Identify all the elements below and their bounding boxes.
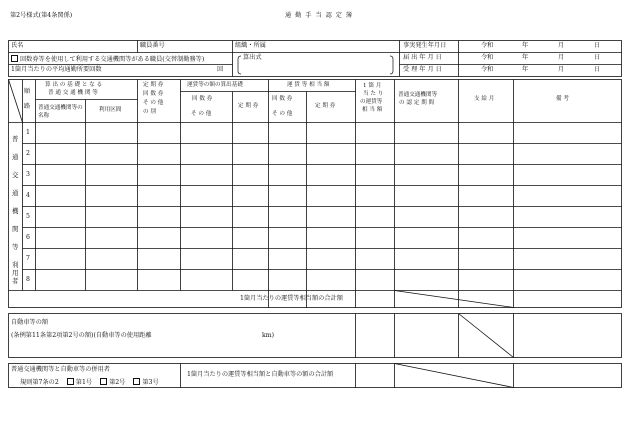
- group-basis: 算 出 の 基 礎 と な る: [45, 82, 103, 88]
- side-char: 交: [12, 171, 19, 179]
- side-char: 等: [12, 243, 19, 251]
- group-fare-basis: 運賃等の額の算出基礎: [187, 82, 243, 88]
- col-pass-type-4: の 別: [143, 109, 156, 115]
- col-other-basis: そ の 他: [191, 111, 212, 117]
- organization-label: 組織・所属: [235, 42, 266, 49]
- option-label: 第3号: [142, 379, 159, 386]
- day-unit: 日: [594, 66, 601, 73]
- era: 令和: [481, 66, 494, 73]
- col-pass-type-1: 定 期 券: [143, 82, 164, 88]
- year-unit: 年: [522, 66, 529, 73]
- year-unit: 年: [522, 42, 529, 49]
- col-coupon-basis: 回 数 券: [192, 96, 213, 102]
- coupon-user-checkbox-row[interactable]: [11, 55, 204, 63]
- date-label: 受 理 年 月 日: [403, 66, 442, 73]
- row-number: 4: [26, 192, 30, 199]
- group-basis-2: 普 通 交 通 機 関 等: [48, 90, 98, 96]
- checkbox[interactable]: [100, 378, 107, 385]
- distance-unit: km): [262, 332, 275, 339]
- col-monthly-4: 相 当 額: [362, 107, 383, 113]
- day-unit: 日: [594, 42, 601, 49]
- option-item-2[interactable]: [100, 379, 125, 386]
- group-fare-equiv: 運 賃 等 相 当 額: [287, 82, 330, 88]
- month-unit: 月: [558, 54, 565, 61]
- option-label: 第2号: [109, 379, 126, 386]
- page-title: 通 勤 手 当 認 定 簿: [285, 12, 354, 19]
- side-char: 利: [12, 261, 19, 269]
- row-number: 3: [26, 171, 30, 178]
- col-order: 順: [24, 88, 31, 95]
- combined-total-label: 1箇月当たりの運賃等相当額と自動車等の額の合計額: [187, 371, 334, 378]
- rule-label: 規則第7条の2: [20, 379, 59, 386]
- combined-user-label: 普通交通機関等と自動車等の併用者: [11, 366, 110, 373]
- side-char: 通: [12, 153, 19, 161]
- form-number: 第2号様式(第4条関係): [10, 12, 73, 19]
- col-pass-type-3: そ の 他: [143, 100, 164, 106]
- name-label: 氏名: [11, 42, 24, 49]
- row-number: 1: [26, 129, 30, 136]
- day-unit: 日: [594, 54, 601, 61]
- times-unit: 回: [217, 66, 224, 73]
- coupon-user-checkbox[interactable]: [11, 55, 18, 62]
- side-char: 通: [12, 189, 19, 197]
- col-pass-equiv: 定 期 券: [315, 103, 336, 109]
- date-label: 事実発生年月日: [403, 42, 447, 49]
- col-period-2: の 認 定 期 間: [399, 100, 435, 106]
- col-section: 利用区間: [99, 107, 122, 113]
- avg-commute-label: 1箇月当たりの平均通勤所要回数: [11, 66, 102, 73]
- checkbox[interactable]: [133, 378, 140, 385]
- col-other-equiv: そ の 他: [272, 111, 293, 117]
- side-char: 用: [12, 269, 19, 277]
- col-monthly-2: 当 た り: [363, 91, 384, 97]
- option-label: 第1号: [75, 379, 93, 386]
- vehicle-amount-label: 自動車等の額: [11, 319, 49, 326]
- month-unit: 月: [558, 42, 565, 49]
- row-number: 8: [26, 276, 30, 283]
- row-number: 2: [26, 150, 30, 157]
- col-pass-type-2: 回 数 券: [143, 91, 164, 97]
- era: 令和: [481, 42, 494, 49]
- year-unit: 年: [522, 54, 529, 61]
- col-period-1: 普通交通機関等: [398, 92, 438, 98]
- col-remarks: 備 考: [556, 96, 569, 102]
- era: 令和: [481, 54, 494, 61]
- col-pass-basis: 定 期 券: [238, 103, 259, 109]
- vehicle-amount-sub: (条例第11条第2項第2号の額)(自動車等の使用距離: [11, 332, 152, 339]
- coupon-user-text: 回数券等を使用して利用する交通機関等がある職員(交替制勤務等): [20, 56, 205, 63]
- col-coupon-equiv: 回 数 券: [272, 96, 293, 102]
- side-char: 機: [12, 207, 19, 215]
- month-unit: 月: [558, 66, 565, 73]
- side-char: 普: [12, 135, 19, 143]
- row-number: 5: [26, 213, 30, 220]
- col-agency-name: 普通交通機関等の名称: [38, 105, 83, 119]
- row-number: 7: [26, 255, 30, 262]
- option-item-3[interactable]: [133, 379, 158, 386]
- checkbox[interactable]: [67, 378, 74, 385]
- date-label: 届 出 年 月 日: [403, 54, 442, 61]
- col-route: 路: [24, 103, 31, 110]
- monthly-total-label: 1箇月当たりの運賃等相当額の合計額: [240, 295, 343, 302]
- col-monthly-3: の運賃等: [360, 99, 383, 105]
- calc-formula-label: 算出式: [243, 54, 262, 61]
- col-pay-month: 支 給 月: [474, 96, 495, 102]
- side-char: 者: [12, 277, 19, 285]
- combined-rule-row: [20, 378, 159, 386]
- col-monthly-1: 1 箇 月: [363, 83, 382, 89]
- side-char: 関: [12, 225, 19, 233]
- staff-number-label: 職員番号: [140, 42, 165, 49]
- row-number: 6: [26, 234, 30, 241]
- option-item-1[interactable]: [67, 379, 92, 386]
